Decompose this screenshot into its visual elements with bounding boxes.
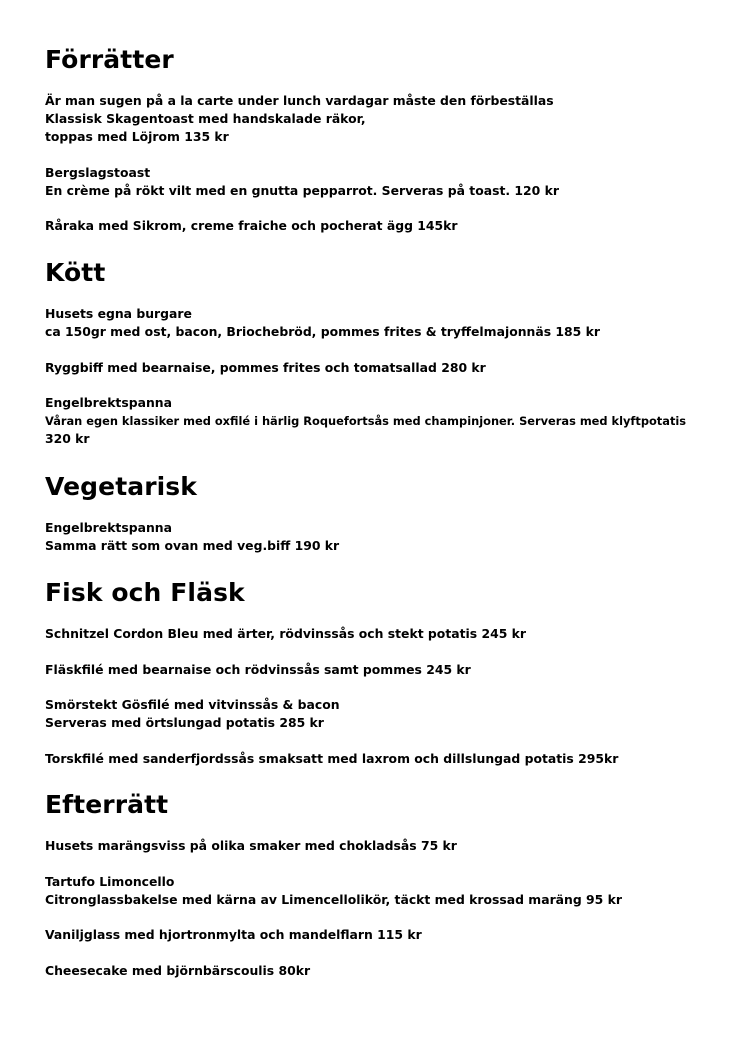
menu-item (45, 164, 690, 200)
menu-item-line: Ryggbiff med bearnaise, pommes frites och tomatsallad 280 kr (45, 359, 486, 375)
menu-item-line: En crème på rökt vilt med en gnutta pepparrot. Serveras på toast. 120 kr (45, 182, 559, 198)
section-title: Vegetarisk (45, 472, 198, 501)
menu-item (45, 92, 690, 146)
menu-item (45, 926, 690, 944)
menu-item-line: ca 150gr med ost, bacon, Briochebröd, pommes frites & tryffelmajonnäs 185 kr (45, 324, 600, 339)
menu-item (45, 519, 690, 555)
section-title: Efterrätt (45, 790, 169, 819)
menu-item-line: Torskfilé med sanderfjordssås smaksatt med laxrom och dillslungad potatis 295kr (45, 750, 619, 766)
menu-section-fisk-och-flask (45, 578, 690, 785)
menu-item-line: Serveras med örtslungad potatis 285 kr (45, 715, 324, 730)
menu-item-list (45, 519, 690, 555)
menu-item-list (45, 92, 690, 235)
menu-item-line: Engelbrektspanna (45, 395, 172, 410)
menu-section-kott (45, 258, 690, 466)
menu-item-line: Råraka med Sikrom, creme fraiche och pocherat ägg 145kr (45, 218, 458, 233)
menu-item-line: Smörstekt Gösfilé med vitvinssås & bacon (45, 697, 340, 712)
menu-item (45, 394, 690, 448)
menu-item-line: toppas med Löjrom 135 kr (45, 129, 229, 144)
menu-item (45, 837, 690, 855)
section-title: Fisk och Fläsk (45, 578, 245, 607)
menu-item-line: Cheesecake med björnbärscoulis 80kr (45, 962, 311, 978)
menu-item (45, 625, 690, 643)
menu-item-line: Schnitzel Cordon Bleu med ärter, rödvinssås och stekt potatis 245 kr (45, 626, 526, 641)
menu-item-line: Citronglassbakelse med kärna av Limencellolikör, täckt med krossad maräng 95 kr (45, 891, 622, 907)
menu-item-line: 320 kr (45, 431, 90, 446)
section-title: Förrätter (45, 45, 174, 74)
menu-item (45, 696, 690, 732)
menu-item-line: Samma rätt som ovan med veg.biff 190 kr (45, 538, 340, 553)
menu-item (45, 873, 690, 909)
menu-item (45, 750, 690, 768)
menu-item-list (45, 837, 690, 980)
menu-item-list (45, 625, 690, 768)
menu-item-line: Fläskfilé med bearnaise och rödvinssås samt pommes 245 kr (45, 661, 471, 677)
menu-item-line: Tartufo Limoncello (45, 873, 175, 889)
menu-item-line: Våran egen klassiker med oxfilé i härlig Roquefortsås med champinjoner. Serveras med klyftpotatis (45, 414, 687, 428)
section-title: Kött (45, 258, 106, 287)
menu-item-line: Engelbrektspanna (45, 520, 172, 535)
menu-item (45, 661, 690, 679)
menu-section-efterratt (45, 790, 690, 997)
menu-item (45, 305, 690, 341)
menu-item-line: Är man sugen på a la carte under lunch vardagar måste den förbeställas (45, 93, 554, 108)
menu-section-forratter (45, 45, 690, 253)
menu-item-line: Husets marängsviss på olika smaker med chokladsås 75 kr (45, 838, 457, 853)
menu-item-line: Vaniljglass med hjortronmylta och mandelflarn 115 kr (45, 927, 422, 942)
menu-section-vegetarisk (45, 472, 690, 573)
menu-item (45, 962, 690, 980)
menu-item-list (45, 305, 690, 448)
menu-item (45, 359, 690, 377)
menu-item-line: Bergslagstoast (45, 164, 151, 180)
menu-item (45, 217, 690, 235)
menu-item-line: Klassisk Skagentoast med handskalade räkor, (45, 111, 366, 126)
menu-item-line: Husets egna burgare (45, 306, 192, 321)
